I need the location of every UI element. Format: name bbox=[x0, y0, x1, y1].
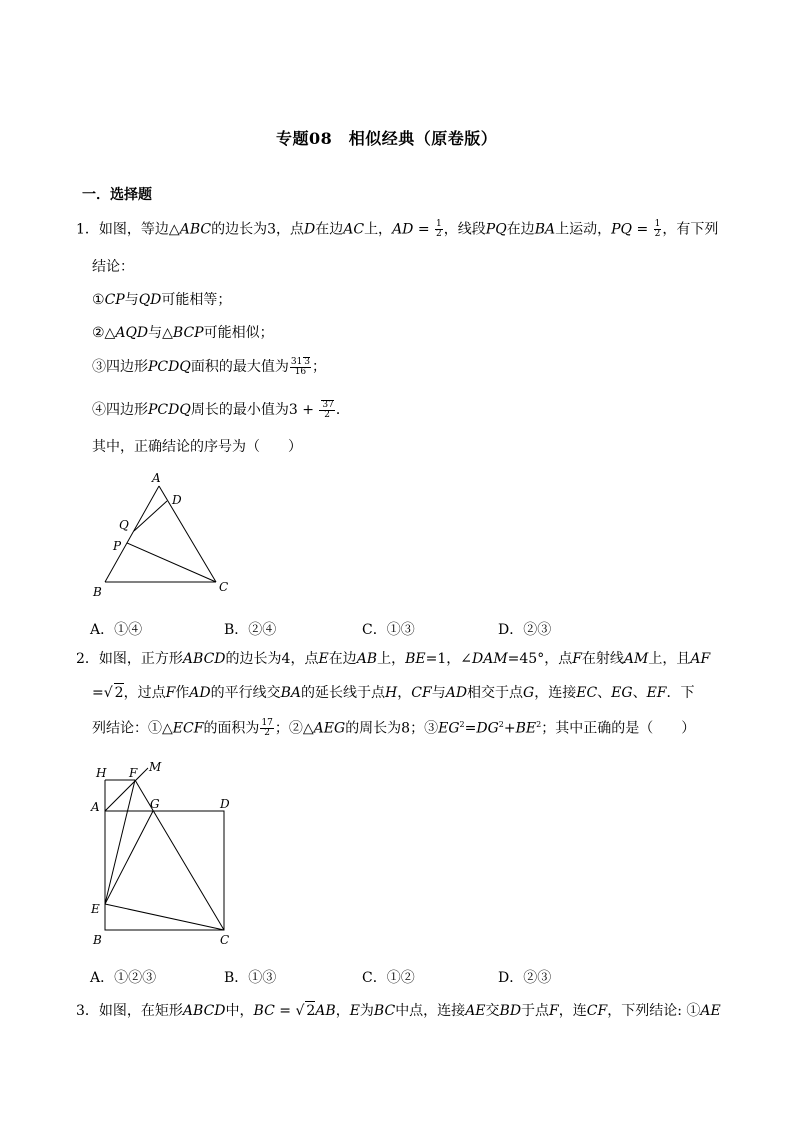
q2-square-figure bbox=[86, 756, 246, 951]
label-D: D bbox=[172, 493, 182, 507]
q2-line-3: 列结论：①△ECF的面积为 $\frac{17}{2}$ ；②△AEG的周长为8；$③EG^2=DG^2+BE^2$；其中正确的是（ ） bbox=[92, 718, 696, 739]
label-B: B bbox=[93, 933, 102, 947]
label-F: F bbox=[129, 766, 138, 780]
q1-line-1: 1．如图，等边△ABC的边长为3，点D在边AC上，AD = $\frac{1}{2}$ ，线段PQ在边BA上运动，PQ = $\frac{1}{2}$ ，有下列 bbox=[76, 219, 719, 239]
label-A: A bbox=[91, 800, 100, 814]
q2-option-d[interactable]: D．②③ bbox=[498, 970, 552, 986]
label-P: P bbox=[113, 539, 122, 553]
q1-question: 其中，正确结论的序号为（ ） bbox=[92, 439, 302, 455]
q1-line-2: 结论： bbox=[92, 259, 134, 275]
q1-option-c[interactable]: C．①③ bbox=[362, 622, 415, 638]
label-C: C bbox=[220, 933, 230, 947]
label-M: M bbox=[149, 760, 162, 774]
fraction-one-half: $\frac{1}{2}$ bbox=[436, 219, 442, 239]
label-B: B bbox=[93, 585, 102, 599]
q1-option-d[interactable]: D．②③ bbox=[498, 622, 552, 638]
fraction-one-half: $\frac{1}{2}$ bbox=[654, 219, 661, 239]
label-E: E bbox=[91, 902, 100, 916]
q1-option-b[interactable]: B．②④ bbox=[224, 622, 277, 638]
label-G: G bbox=[150, 797, 160, 811]
q2-option-b[interactable]: B．①③ bbox=[224, 970, 277, 986]
page-title: 专题08 相似经典（原卷版） bbox=[276, 129, 498, 148]
fraction-max-area: $\frac{31 3}{16}$ bbox=[290, 357, 311, 377]
q2-line-2: =√ 2，过点F作AD的平行线交BA的延长线于点H，CF与AD相交于点G，连接EC、EG、EF．下 bbox=[92, 685, 695, 701]
q1-statement-4: ④四边形PCDQ周长的最小值为3 + $\frac{37}{2}$ ． bbox=[92, 400, 350, 420]
q1-statement-1: ①CP与QD可能相等； bbox=[92, 292, 232, 308]
q1-statement-3: ③四边形PCDQ面积的最大值为 $\frac{31 3}{16}$ ； bbox=[92, 357, 327, 377]
q1-statement-2: ②△AQD与△BCP可能相似； bbox=[92, 325, 274, 341]
q1-option-a[interactable]: A．①④ bbox=[90, 622, 143, 638]
label-Q: Q bbox=[119, 518, 129, 532]
fraction-17-2: $\frac{17}{2}$ bbox=[261, 718, 273, 739]
q2-line-1: 2．如图，正方形ABCD的边长为4，点E在边AB上，BE=1，∠DAM=45°，点F在射线AM上，且AF bbox=[76, 651, 711, 667]
label-A: A bbox=[152, 471, 161, 485]
q2-option-c[interactable]: C．①② bbox=[362, 970, 415, 986]
label-C: C bbox=[219, 580, 229, 594]
q1-triangle-figure bbox=[86, 470, 246, 600]
fraction-min-perimeter: $\frac{37}{2}$ bbox=[319, 400, 334, 420]
q3-line-1: 3．如图，在矩形ABCD中，BC = √ 2AB，E为BC中点，连接AE交BD于点F，连CF，下列结论: ①AE bbox=[76, 1003, 721, 1019]
label-D: D bbox=[220, 797, 230, 811]
label-H: H bbox=[96, 766, 107, 780]
section-heading: 一．选择题 bbox=[82, 187, 152, 203]
q2-option-a[interactable]: A．①②③ bbox=[90, 970, 157, 986]
